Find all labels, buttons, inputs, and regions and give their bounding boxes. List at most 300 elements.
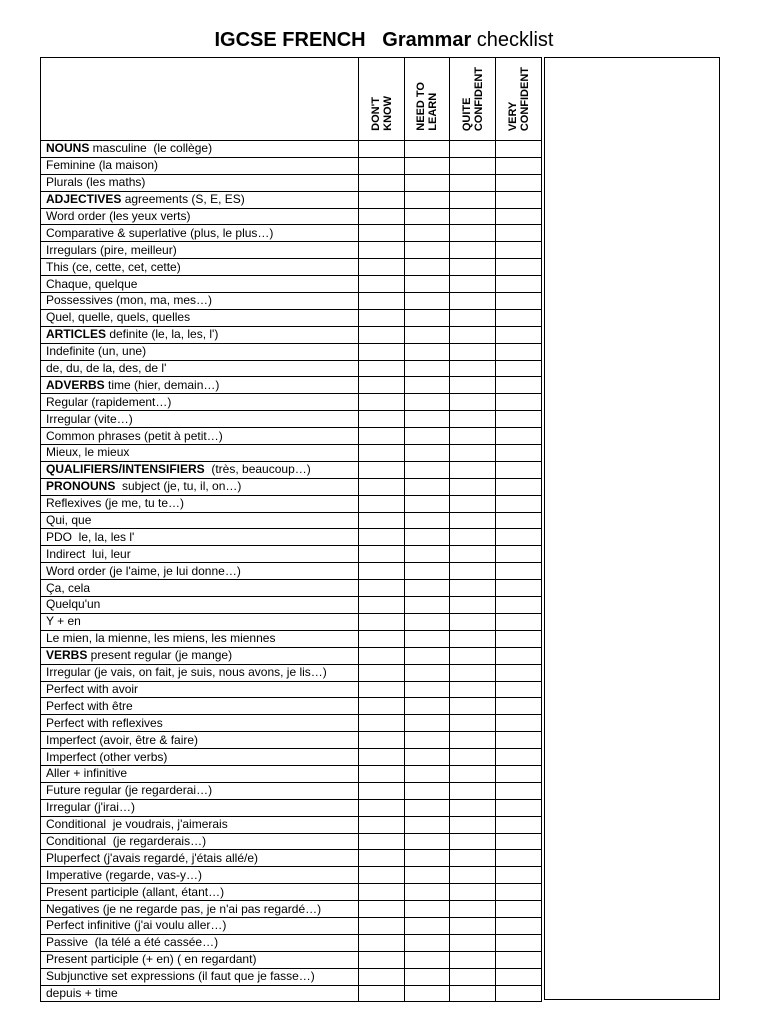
topic-cell [41, 884, 359, 901]
topic-text: present regular (je mange) [87, 648, 233, 663]
check-cell-very-confident[interactable] [496, 732, 542, 749]
topic-cell [41, 968, 359, 985]
check-cell-quite-confident[interactable] [450, 242, 496, 259]
check-cell-quite-confident[interactable] [450, 917, 496, 934]
check-cell-quite-confident[interactable] [450, 394, 496, 411]
topic-heading: ADVERBS [46, 377, 105, 392]
check-cell-dont-know[interactable] [359, 951, 405, 968]
topic-cell [41, 765, 359, 782]
header-dont-know: DON'T KNOW [359, 58, 405, 141]
check-cell-quite-confident[interactable] [450, 630, 496, 647]
check-cell-need-to-learn[interactable] [405, 580, 450, 597]
check-cell-need-to-learn[interactable] [405, 884, 450, 901]
check-cell-very-confident[interactable] [496, 613, 542, 630]
check-cell-very-confident[interactable] [496, 546, 542, 563]
check-cell-need-to-learn[interactable] [405, 765, 450, 782]
table-row [41, 951, 542, 968]
topic-cell [41, 985, 359, 1002]
table-row [41, 985, 542, 1002]
check-cell-dont-know[interactable] [359, 343, 405, 360]
check-cell-need-to-learn[interactable] [405, 157, 450, 174]
check-cell-very-confident[interactable] [496, 174, 542, 191]
topic-cell [41, 377, 359, 394]
check-cell-very-confident[interactable] [496, 934, 542, 951]
topic-text: depuis + time [46, 985, 118, 1000]
check-cell-need-to-learn[interactable] [405, 478, 450, 495]
topic-text: Conditional je voudrais, j'aimerais [46, 817, 228, 832]
topic-cell [41, 512, 359, 529]
topic-cell [41, 749, 359, 766]
check-cell-dont-know[interactable] [359, 850, 405, 867]
topic-text: de, du, de la, des, de l' [46, 361, 167, 376]
topic-text: Word order (les yeux verts) [46, 209, 191, 223]
check-cell-very-confident[interactable] [496, 951, 542, 968]
check-cell-dont-know[interactable] [359, 867, 405, 884]
check-cell-dont-know[interactable] [359, 461, 405, 478]
table-row [41, 563, 542, 580]
check-cell-dont-know[interactable] [359, 495, 405, 512]
check-cell-quite-confident[interactable] [450, 445, 496, 462]
check-cell-very-confident[interactable] [496, 478, 542, 495]
check-cell-quite-confident[interactable] [450, 360, 496, 377]
check-cell-very-confident[interactable] [496, 293, 542, 310]
check-cell-dont-know[interactable] [359, 816, 405, 833]
table-row [41, 681, 542, 698]
table-row [41, 715, 542, 732]
check-cell-dont-know[interactable] [359, 765, 405, 782]
check-cell-quite-confident[interactable] [450, 799, 496, 816]
check-cell-dont-know[interactable] [359, 917, 405, 934]
page-title [0, 28, 768, 52]
topic-cell [41, 478, 359, 495]
check-cell-quite-confident[interactable] [450, 850, 496, 867]
check-cell-need-to-learn[interactable] [405, 664, 450, 681]
check-cell-very-confident[interactable] [496, 428, 542, 445]
topic-text: Perfect infinitive (j'ai voulu aller…) [46, 918, 227, 933]
topic-text: Indefinite (un, une) [46, 344, 147, 359]
check-cell-very-confident[interactable] [496, 765, 542, 782]
check-cell-need-to-learn[interactable] [405, 428, 450, 445]
check-cell-dont-know[interactable] [359, 208, 405, 225]
check-cell-very-confident[interactable] [496, 917, 542, 934]
topic-cell [41, 546, 359, 563]
check-cell-dont-know[interactable] [359, 225, 405, 242]
check-cell-need-to-learn[interactable] [405, 816, 450, 833]
check-cell-need-to-learn[interactable] [405, 309, 450, 326]
check-cell-dont-know[interactable] [359, 309, 405, 326]
check-cell-dont-know[interactable] [359, 698, 405, 715]
check-cell-very-confident[interactable] [496, 242, 542, 259]
check-cell-very-confident[interactable] [496, 512, 542, 529]
topic-text: Irregular (je vais, on fait, je suis, nous avons, je lis…) [46, 665, 327, 680]
check-cell-dont-know[interactable] [359, 968, 405, 985]
check-cell-very-confident[interactable] [496, 394, 542, 411]
check-cell-very-confident[interactable] [496, 884, 542, 901]
check-cell-dont-know[interactable] [359, 597, 405, 614]
check-cell-need-to-learn[interactable] [405, 597, 450, 614]
check-cell-need-to-learn[interactable] [405, 917, 450, 934]
check-cell-quite-confident[interactable] [450, 934, 496, 951]
topic-cell [41, 647, 359, 664]
check-cell-very-confident[interactable] [496, 715, 542, 732]
check-cell-very-confident[interactable] [496, 698, 542, 715]
table-row [41, 377, 542, 394]
check-cell-very-confident[interactable] [496, 360, 542, 377]
check-cell-need-to-learn[interactable] [405, 343, 450, 360]
check-cell-very-confident[interactable] [496, 276, 542, 293]
table-row [41, 630, 542, 647]
check-cell-need-to-learn[interactable] [405, 242, 450, 259]
check-cell-quite-confident[interactable] [450, 546, 496, 563]
topic-text: Perfect with être [46, 698, 133, 713]
check-cell-very-confident[interactable] [496, 377, 542, 394]
check-cell-dont-know[interactable] [359, 191, 405, 208]
check-cell-very-confident[interactable] [496, 141, 542, 158]
check-cell-need-to-learn[interactable] [405, 647, 450, 664]
topic-text: Comparative & superlative (plus, le plus…) [46, 225, 274, 240]
topic-text: PDO le, la, les l' [46, 529, 135, 544]
check-cell-need-to-learn[interactable] [405, 174, 450, 191]
check-cell-quite-confident[interactable] [450, 664, 496, 681]
check-cell-need-to-learn[interactable] [405, 698, 450, 715]
check-cell-quite-confident[interactable] [450, 326, 496, 343]
check-cell-dont-know[interactable] [359, 411, 405, 428]
check-cell-quite-confident[interactable] [450, 884, 496, 901]
topic-cell [41, 732, 359, 749]
table-row [41, 411, 542, 428]
check-cell-very-confident[interactable] [496, 867, 542, 884]
check-cell-quite-confident[interactable] [450, 495, 496, 512]
check-cell-dont-know[interactable] [359, 782, 405, 799]
check-cell-need-to-learn[interactable] [405, 141, 450, 158]
check-cell-very-confident[interactable] [496, 597, 542, 614]
check-cell-need-to-learn[interactable] [405, 208, 450, 225]
topic-cell [41, 951, 359, 968]
check-cell-quite-confident[interactable] [450, 901, 496, 918]
check-cell-very-confident[interactable] [496, 681, 542, 698]
check-cell-dont-know[interactable] [359, 157, 405, 174]
topic-cell [41, 242, 359, 259]
check-cell-very-confident[interactable] [496, 445, 542, 462]
check-cell-dont-know[interactable] [359, 749, 405, 766]
topic-cell [41, 174, 359, 191]
check-cell-dont-know[interactable] [359, 715, 405, 732]
table-row [41, 597, 542, 614]
check-cell-dont-know[interactable] [359, 428, 405, 445]
topic-cell [41, 833, 359, 850]
check-cell-very-confident[interactable] [496, 461, 542, 478]
check-cell-very-confident[interactable] [496, 191, 542, 208]
table-row [41, 749, 542, 766]
check-cell-quite-confident[interactable] [450, 461, 496, 478]
check-cell-quite-confident[interactable] [450, 293, 496, 310]
topic-text: Quelqu'un [46, 597, 101, 612]
check-cell-very-confident[interactable] [496, 749, 542, 766]
check-cell-very-confident[interactable] [496, 208, 542, 225]
check-cell-need-to-learn[interactable] [405, 293, 450, 310]
check-cell-very-confident[interactable] [496, 225, 542, 242]
check-cell-quite-confident[interactable] [450, 478, 496, 495]
check-cell-quite-confident[interactable] [450, 833, 496, 850]
topic-cell [41, 799, 359, 816]
topic-cell [41, 529, 359, 546]
check-cell-quite-confident[interactable] [450, 343, 496, 360]
check-cell-dont-know[interactable] [359, 884, 405, 901]
check-cell-quite-confident[interactable] [450, 411, 496, 428]
check-cell-need-to-learn[interactable] [405, 191, 450, 208]
check-cell-very-confident[interactable] [496, 259, 542, 276]
topic-text: Perfect with reflexives [46, 715, 163, 730]
check-cell-dont-know[interactable] [359, 833, 405, 850]
check-cell-dont-know[interactable] [359, 546, 405, 563]
check-cell-dont-know[interactable] [359, 326, 405, 343]
check-cell-need-to-learn[interactable] [405, 968, 450, 985]
header-need-to-learn: NEED TO LEARN [405, 58, 450, 141]
table-row [41, 512, 542, 529]
check-cell-very-confident[interactable] [496, 833, 542, 850]
topic-cell [41, 782, 359, 799]
check-cell-quite-confident[interactable] [450, 613, 496, 630]
check-cell-quite-confident[interactable] [450, 276, 496, 293]
check-cell-need-to-learn[interactable] [405, 799, 450, 816]
check-cell-very-confident[interactable] [496, 529, 542, 546]
check-cell-very-confident[interactable] [496, 985, 542, 1002]
check-cell-dont-know[interactable] [359, 681, 405, 698]
topic-cell [41, 681, 359, 698]
check-cell-quite-confident[interactable] [450, 867, 496, 884]
check-cell-quite-confident[interactable] [450, 512, 496, 529]
check-cell-dont-know[interactable] [359, 394, 405, 411]
check-cell-quite-confident[interactable] [450, 715, 496, 732]
topic-text: Conditional (je regarderais…) [46, 833, 207, 848]
topic-text: Indirect lui, leur [46, 546, 131, 561]
table-row [41, 884, 542, 901]
check-cell-quite-confident[interactable] [450, 563, 496, 580]
check-cell-need-to-learn[interactable] [405, 326, 450, 343]
topic-text: Quel, quelle, quels, quelles [46, 310, 191, 325]
check-cell-quite-confident[interactable] [450, 191, 496, 208]
check-cell-need-to-learn[interactable] [405, 833, 450, 850]
check-cell-very-confident[interactable] [496, 411, 542, 428]
check-cell-dont-know[interactable] [359, 445, 405, 462]
check-cell-need-to-learn[interactable] [405, 749, 450, 766]
topic-cell [41, 816, 359, 833]
check-cell-very-confident[interactable] [496, 850, 542, 867]
check-cell-quite-confident[interactable] [450, 647, 496, 664]
check-cell-dont-know[interactable] [359, 529, 405, 546]
check-cell-dont-know[interactable] [359, 293, 405, 310]
table-row [41, 208, 542, 225]
table-row [41, 191, 542, 208]
topic-text: subject (je, tu, il, on…) [115, 479, 242, 494]
check-cell-dont-know[interactable] [359, 934, 405, 951]
check-cell-very-confident[interactable] [496, 343, 542, 360]
check-cell-very-confident[interactable] [496, 664, 542, 681]
table-row [41, 732, 542, 749]
check-cell-quite-confident[interactable] [450, 174, 496, 191]
check-cell-very-confident[interactable] [496, 580, 542, 597]
check-cell-quite-confident[interactable] [450, 749, 496, 766]
header-very-confident: VERY CONFIDENT [496, 58, 542, 141]
check-cell-need-to-learn[interactable] [405, 951, 450, 968]
table-row [41, 529, 542, 546]
check-cell-need-to-learn[interactable] [405, 715, 450, 732]
checklist-table [40, 57, 542, 1002]
table-row [41, 445, 542, 462]
check-cell-dont-know[interactable] [359, 647, 405, 664]
topic-cell [41, 715, 359, 732]
topic-text: Perfect with avoir [46, 681, 139, 696]
check-cell-dont-know[interactable] [359, 732, 405, 749]
topic-cell [41, 445, 359, 462]
check-cell-quite-confident[interactable] [450, 377, 496, 394]
topic-cell [41, 276, 359, 293]
check-cell-need-to-learn[interactable] [405, 546, 450, 563]
check-cell-quite-confident[interactable] [450, 141, 496, 158]
check-cell-dont-know[interactable] [359, 512, 405, 529]
check-cell-need-to-learn[interactable] [405, 934, 450, 951]
topic-heading: VERBS [46, 648, 88, 663]
check-cell-dont-know[interactable] [359, 242, 405, 259]
check-cell-very-confident[interactable] [496, 647, 542, 664]
check-cell-need-to-learn[interactable] [405, 377, 450, 394]
topic-text: Mieux, le mieux [46, 445, 130, 460]
table-row [41, 394, 542, 411]
check-cell-need-to-learn[interactable] [405, 901, 450, 918]
notes-box[interactable] [544, 57, 720, 1000]
check-cell-need-to-learn[interactable] [405, 850, 450, 867]
topic-text: Chaque, quelque [46, 276, 138, 291]
check-cell-dont-know[interactable] [359, 613, 405, 630]
check-cell-need-to-learn[interactable] [405, 529, 450, 546]
table-row [41, 816, 542, 833]
check-cell-need-to-learn[interactable] [405, 630, 450, 647]
check-cell-need-to-learn[interactable] [405, 985, 450, 1002]
topic-cell [41, 664, 359, 681]
check-cell-need-to-learn[interactable] [405, 225, 450, 242]
topic-text: agreements (S, E, ES) [121, 192, 245, 207]
check-cell-dont-know[interactable] [359, 563, 405, 580]
check-cell-very-confident[interactable] [496, 157, 542, 174]
check-cell-quite-confident[interactable] [450, 225, 496, 242]
check-cell-very-confident[interactable] [496, 326, 542, 343]
check-cell-need-to-learn[interactable] [405, 867, 450, 884]
check-cell-quite-confident[interactable] [450, 951, 496, 968]
check-cell-quite-confident[interactable] [450, 782, 496, 799]
topic-cell [41, 208, 359, 225]
check-cell-quite-confident[interactable] [450, 698, 496, 715]
check-cell-quite-confident[interactable] [450, 968, 496, 985]
check-cell-need-to-learn[interactable] [405, 445, 450, 462]
topic-cell [41, 141, 359, 158]
title-bold: IGCSE FRENCH [214, 29, 366, 51]
topic-text: Aller + infinitive [46, 766, 128, 781]
topic-cell [41, 225, 359, 242]
check-cell-need-to-learn[interactable] [405, 360, 450, 377]
topic-heading: QUALIFIERS/INTENSIFIERS [46, 462, 205, 477]
check-cell-very-confident[interactable] [496, 563, 542, 580]
topic-cell [41, 259, 359, 276]
check-cell-quite-confident[interactable] [450, 681, 496, 698]
check-cell-dont-know[interactable] [359, 141, 405, 158]
check-cell-need-to-learn[interactable] [405, 461, 450, 478]
check-cell-dont-know[interactable] [359, 630, 405, 647]
check-cell-dont-know[interactable] [359, 799, 405, 816]
check-cell-need-to-learn[interactable] [405, 563, 450, 580]
topic-text: Imperative (regarde, vas-y…) [46, 867, 203, 882]
check-cell-need-to-learn[interactable] [405, 276, 450, 293]
check-cell-very-confident[interactable] [496, 799, 542, 816]
table-row [41, 360, 542, 377]
check-cell-dont-know[interactable] [359, 580, 405, 597]
check-cell-quite-confident[interactable] [450, 580, 496, 597]
topic-text: Pluperfect (j'avais regardé, j'étais allé/e) [46, 850, 259, 865]
topic-cell [41, 394, 359, 411]
check-cell-need-to-learn[interactable] [405, 681, 450, 698]
check-cell-dont-know[interactable] [359, 985, 405, 1002]
check-cell-need-to-learn[interactable] [405, 411, 450, 428]
check-cell-quite-confident[interactable] [450, 765, 496, 782]
topic-cell [41, 157, 359, 174]
topic-cell [41, 630, 359, 647]
check-cell-quite-confident[interactable] [450, 597, 496, 614]
check-cell-dont-know[interactable] [359, 901, 405, 918]
check-cell-need-to-learn[interactable] [405, 613, 450, 630]
check-cell-need-to-learn[interactable] [405, 782, 450, 799]
check-cell-need-to-learn[interactable] [405, 512, 450, 529]
check-cell-dont-know[interactable] [359, 478, 405, 495]
check-cell-quite-confident[interactable] [450, 816, 496, 833]
check-cell-very-confident[interactable] [496, 630, 542, 647]
check-cell-very-confident[interactable] [496, 816, 542, 833]
check-cell-quite-confident[interactable] [450, 259, 496, 276]
check-cell-quite-confident[interactable] [450, 732, 496, 749]
check-cell-quite-confident[interactable] [450, 529, 496, 546]
topic-cell [41, 461, 359, 478]
table-row [41, 174, 542, 191]
check-cell-dont-know[interactable] [359, 664, 405, 681]
check-cell-need-to-learn[interactable] [405, 259, 450, 276]
check-cell-dont-know[interactable] [359, 259, 405, 276]
check-cell-dont-know[interactable] [359, 174, 405, 191]
check-cell-dont-know[interactable] [359, 377, 405, 394]
check-cell-dont-know[interactable] [359, 276, 405, 293]
table-row [41, 934, 542, 951]
table-row [41, 259, 542, 276]
check-cell-quite-confident[interactable] [450, 309, 496, 326]
topic-text: Common phrases (petit à petit…) [46, 428, 223, 443]
check-cell-need-to-learn[interactable] [405, 394, 450, 411]
check-cell-need-to-learn[interactable] [405, 495, 450, 512]
check-cell-need-to-learn[interactable] [405, 732, 450, 749]
check-cell-very-confident[interactable] [496, 309, 542, 326]
check-cell-very-confident[interactable] [496, 968, 542, 985]
check-cell-quite-confident[interactable] [450, 428, 496, 445]
check-cell-very-confident[interactable] [496, 495, 542, 512]
table-row [41, 225, 542, 242]
check-cell-dont-know[interactable] [359, 360, 405, 377]
check-cell-very-confident[interactable] [496, 901, 542, 918]
table-row [41, 901, 542, 918]
check-cell-very-confident[interactable] [496, 782, 542, 799]
table-row [41, 782, 542, 799]
check-cell-quite-confident[interactable] [450, 157, 496, 174]
check-cell-quite-confident[interactable] [450, 208, 496, 225]
check-cell-quite-confident[interactable] [450, 985, 496, 1002]
topic-text: Subjunctive set expressions (il faut que je fasse…) [46, 969, 315, 984]
topic-text: Imperfect (other verbs) [46, 749, 168, 764]
table-row [41, 580, 542, 597]
